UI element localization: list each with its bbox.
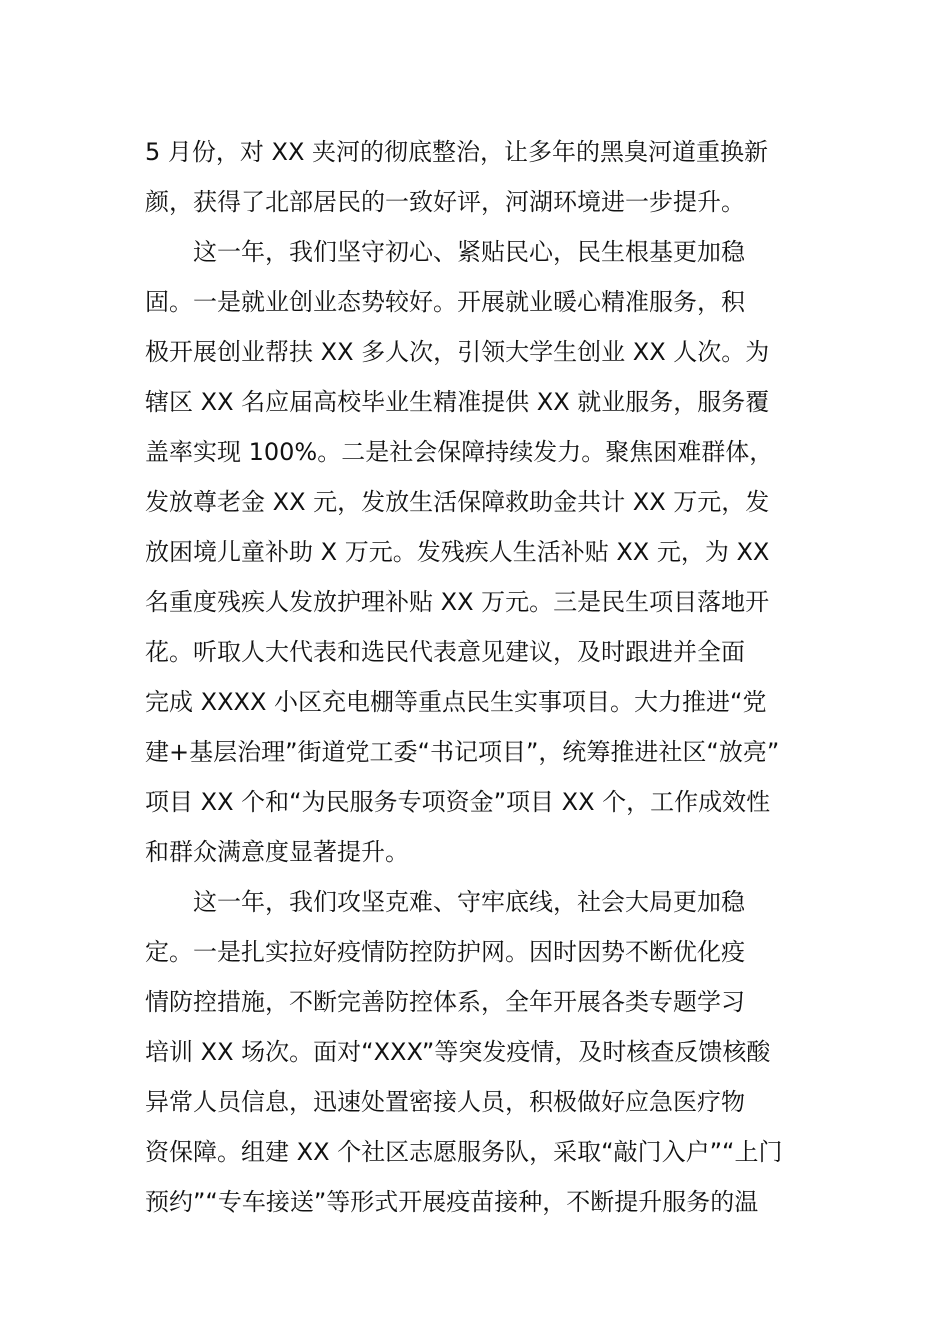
- text-line: 5 月份，对 XX 夹河的彻底整治，让多年的黑臭河道重换新: [145, 138, 769, 166]
- text-line: 异常人员信息，迅速处置密接人员，积极做好应急医疗物: [145, 1088, 745, 1116]
- text-line: 完成 XXXX 小区充电棚等重点民生实事项目。大力推进“党: [145, 688, 767, 716]
- text-line: 极开展创业帮扶 XX 多人次，引领大学生创业 XX 人次。为: [145, 338, 770, 366]
- text-line: 情防控措施，不断完善防控体系，全年开展各类专题学习: [145, 988, 745, 1016]
- text-line: 资保障。组建 XX 个社区志愿服务队，采取“敲门入户”“上门: [145, 1138, 783, 1166]
- text-line: 建+基层治理”街道党工委“书记项目”，统筹推进社区“放亮”: [145, 738, 780, 766]
- document-body: [145, 127, 825, 1227]
- text-line: 名重度残疾人发放护理补贴 XX 万元。三是民生项目落地开: [145, 588, 770, 616]
- text-line: 盖率实现 100%。二是社会保障持续发力。聚焦困难群体，: [145, 438, 774, 466]
- text-line: 项目 XX 个和“为民服务专项资金”项目 XX 个，工作成效性: [145, 788, 771, 816]
- text-line: 固。一是就业创业态势较好。开展就业暖心精准服务，积: [145, 288, 745, 316]
- text-line: 放困境儿童补助 X 万元。发残疾人生活补贴 XX 元，为 XX: [145, 538, 770, 566]
- text-line: 辖区 XX 名应届高校毕业生精准提供 XX 就业服务，服务覆: [145, 388, 770, 416]
- text-line: 花。听取人大代表和选民代表意见建议，及时跟进并全面: [145, 638, 745, 666]
- text-line: 定。一是扎实拉好疫情防控防护网。因时因势不断优化疫: [145, 938, 745, 966]
- text-line: 培训 XX 场次。面对“XXX”等突发疫情，及时核查反馈核酸: [145, 1038, 771, 1066]
- text-line: 预约”“专车接送”等形式开展疫苗接种，不断提升服务的温: [145, 1188, 759, 1216]
- text-line: 颜，获得了北部居民的一致好评，河湖环境进一步提升。: [145, 188, 745, 216]
- text-line: 和群众满意度显著提升。: [145, 838, 409, 866]
- text-line: 发放尊老金 XX 元，发放生活保障救助金共计 XX 万元，发: [145, 488, 770, 516]
- paragraph-start-line: 这一年，我们坚守初心、紧贴民心，民生根基更加稳: [193, 238, 745, 266]
- paragraph-start-line: 这一年，我们攻坚克难、守牢底线，社会大局更加稳: [193, 888, 745, 916]
